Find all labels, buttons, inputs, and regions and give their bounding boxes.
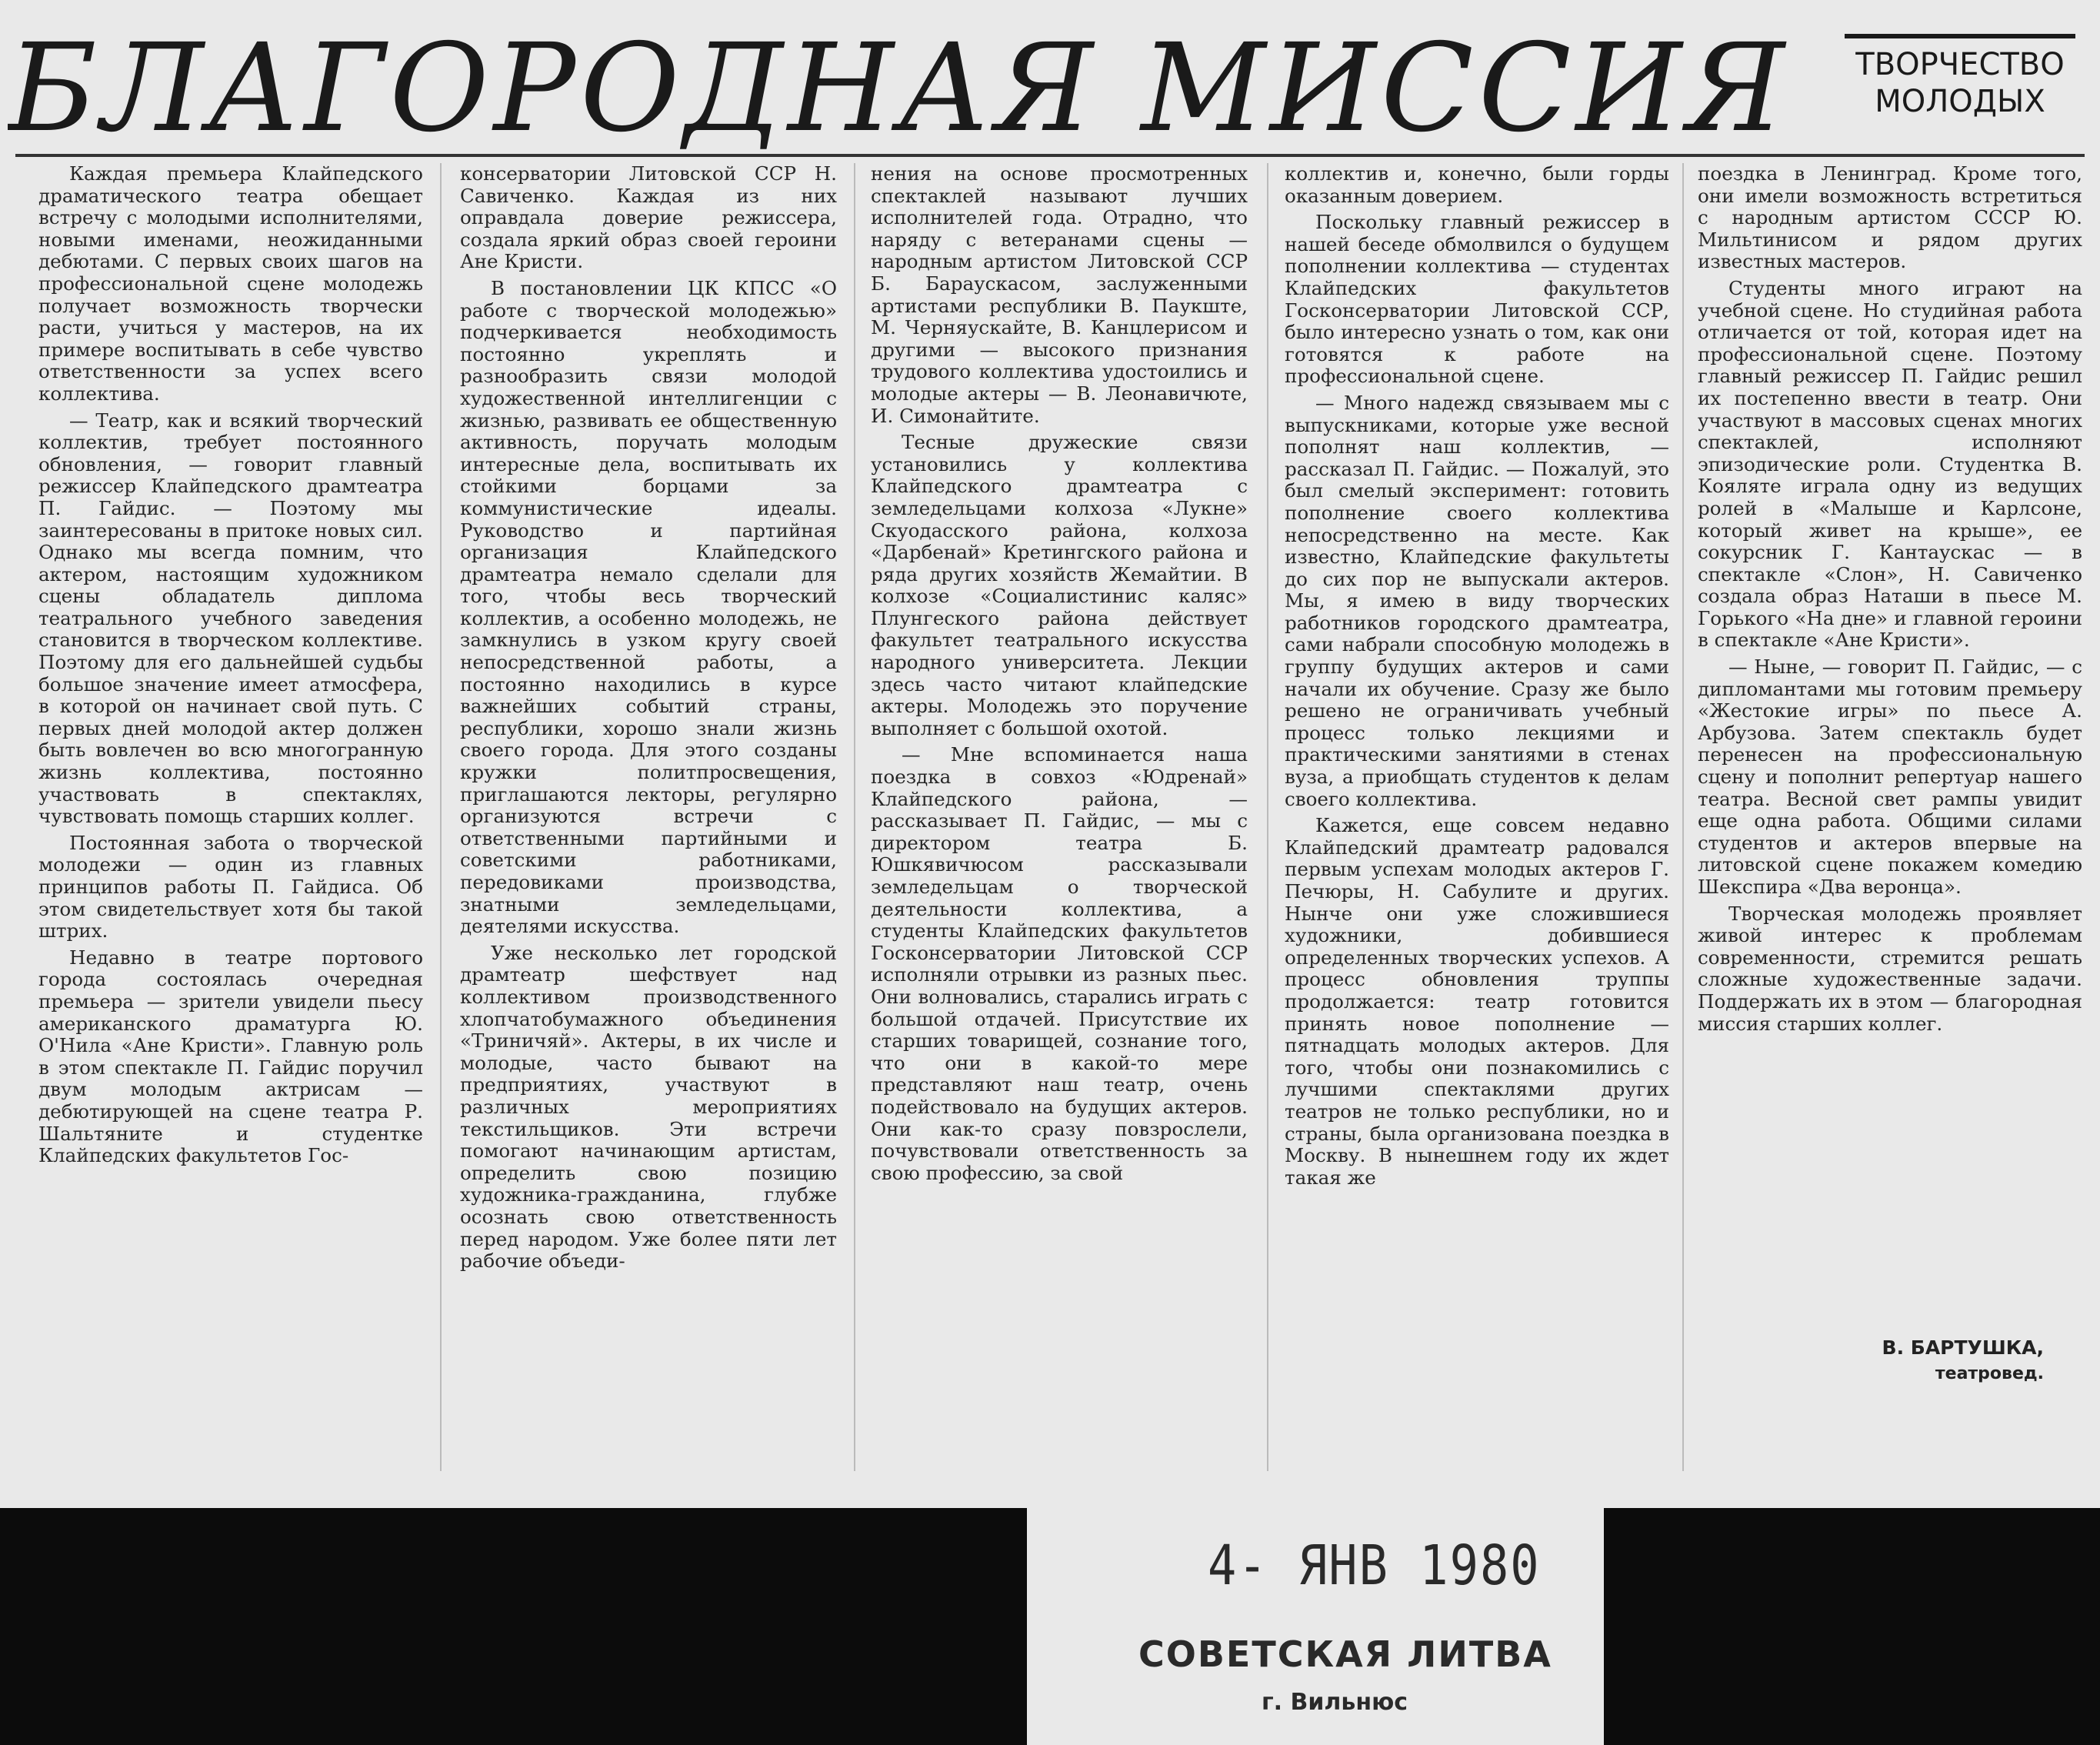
paragraph: коллектив и, конечно, были горды оказанным доверием. xyxy=(1285,163,1669,207)
paragraph: Поскольку главный режиссер в нашей беседе обмолвился о будущем пополнении коллектива — студентах Клайпедских факультетов Госконсерватории Литовской ССР, было интересно узнать о том, как они готовятся к работе на профессиональной сцене. xyxy=(1285,211,1669,388)
column-separator xyxy=(1267,163,1268,1471)
paragraph: Тесные дружеские связи установились у коллектива Клайпедского драмтеатра с земледельцами колхоза «Лукне» Скуодасского района, колхоза «Дарбенай» Кретингского района и ряда других хозяйств Жемайтии. В колхозе «Социалистинис каляс» Плунгеского района действует факультет театрального искусства народного университета. Лекции здесь часто читают клайпедские актеры. Молодежь это поручение выполняет с большой охотой. xyxy=(871,431,1248,739)
date-stamp: 4- ЯНВ 1980 xyxy=(1208,1533,1541,1598)
column-separator xyxy=(854,163,855,1471)
author-signature xyxy=(1698,1335,2044,1387)
author-name: В. БАРТУШКА, xyxy=(1882,1336,2044,1359)
paragraph: — Театр, как и всякий творческий коллектив, требует постоянного обновления, — говорит главный режиссер Клайпедского драмтеатра П. Гайдис. — Поэтому мы заинтересованы в притоке новых сил. Однако мы всегда помним, что актером, настоящим художником сцены обладатель диплома театрального учебного заведения становится в творческом коллективе. Поэтому для его дальнейшей судьбы большое значение имеет атмосфера, в которой он начинает свой путь. С первых дней молодой актер должен быть вовлечен во всю многогранную жизнь коллектива, постоянно участвовать в спектаклях, чувствовать помощь старших коллег. xyxy=(38,409,423,828)
article-column-4 xyxy=(1285,163,1669,1486)
paragraph: консерватории Литовской ССР Н. Савиченко. Каждая из них оправдала доверие режиссера, создала яркий образ своей героини Ане Кристи. xyxy=(460,163,837,273)
paragraph: В постановлении ЦК КПСС «О работе с творческой молодежью» подчеркивается необходимость постоянно укреплять и разнообразить связи молодой художественной интеллигенции с жизнью, развивать ее общественную активность, поручать молодым интересные дела, воспитывать их стойкими борцами за коммунистические идеалы. Руководство и партийная организация Клайпедского драмтеатра немало сделали для того, чтобы весь творческий коллектив, а особенно молодежь, не замкнулись в узком кругу своей непосредственной работы, а постоянно находились в курсе важнейших событий страны, республики, хорошо знали жизнь своего города. Для этого созданы кружки политпросвещения, приглашаются лекторы, регулярно организуются встречи с ответственными партийными и советскими работниками, передовиками производства, знатными земледельцами, деятелями искусства. xyxy=(460,276,837,938)
paragraph: Каждая премьера Клайпедского драматического театра обещает встречу с молодыми исполнителями, новыми именами, неожиданными дебютами. С первых своих шагов на профессиональной сцене молодежь получает возможность творчески расти, учиться у мастеров, на их примере воспитывать в себе чувство ответственности за успех всего коллектива. xyxy=(38,163,423,405)
paragraph: Уже несколько лет городской драмтеатр шефствует над коллективом производственного хлопчатобумажного объединения «Триничяй». Актеры, в их числе и молодые, часто бывают на предприятиях, участвуют в различных мероприятиях текстильщиков. Эти встречи помогают начинающим артистам, определить свою позицию художника-гражданина, глубже осознать свою ответственность перед народом. Уже более пяти лет рабочие объеди- xyxy=(460,941,837,1273)
paragraph: — Мне вспоминается наша поездка в совхоз «Юдренай» Клайпедского района, — рассказывает П. Гайдис, — мы с директором театра Б. Юшкявичюсом рассказывали земледельцам о творческой деятельности коллектива, а студенты Клайпедских факультетов Госконсерватории Литовской ССР исполняли отрывки из разных пьес. Они волновались, старались играть с большой отдачей. Присутствие их старших товарищей, сознание того, что они в какой-то мере представляют наш театр, очень подействовало на будущих актеров. Они как-то сразу повзрослели, почувствовали ответственность за свою профессию, за свой xyxy=(871,743,1248,1184)
rubric-line-2: МОЛОДЫХ xyxy=(1875,84,2045,119)
paragraph: нения на основе просмотренных спектаклей называют лучших исполнителей года. Отрадно, что наряду с ветеранами сцены — народным артистом Литовской ССР Б. Бараускасом, заслуженными артистами республики В. Паукште, М. Черняускайте, В. Канцлерисом и другими — высокого признания трудового коллектива удостоились и молодые актеры — В. Леонавичюте, И. Симонайтите. xyxy=(871,163,1248,427)
rubric-line-1: ТВОРЧЕСТВО xyxy=(1855,47,2065,82)
article-column-3 xyxy=(871,163,1248,1471)
column-separator xyxy=(440,163,442,1471)
paragraph: Студенты много играют на учебной сцене. Но студийная работа отличается от той, которая идет на профессиональной сцене. Поэтому главный режиссер П. Гайдис решил их постепенно ввести в театр. Они участвуют в массовых сценах многих спектаклей, исполняют эпизодические роли. Студентка В. Кояляте играла одну из ведущих ролей в «Малыше и Карлсоне, который живет на крыше», ее сокурсник Г. Кантаускас — в спектакле «Слон», Н. Савиченко создала образ Наташи в пьесе М. Горького «На дне» и главной героини в спектакле «Ане Кристи». xyxy=(1698,276,2082,652)
headline-rule xyxy=(15,154,2085,157)
author-role: театровед. xyxy=(1935,1364,2044,1383)
article-column-5 xyxy=(1698,163,2082,1302)
paragraph: Кажется, еще совсем недавно Клайпедский драмтеатр радовался первым успехам молодых актеров Г. Печюры, Н. Сабулите и других. Нынче они уже сложившиеся художники, добившиеся определенных творческих успехов. А процесс обновления труппы продолжается: театр готовится принять новое пополнение — пятнадцать молодых актеров. Для того, чтобы они познакомились с лучшими спектаклями других театров не только республики, но и страны, была организована поездка в Москву. В нынешнем году их ждет такая же xyxy=(1285,814,1669,1189)
paragraph: — Много надежд связываем мы с выпускниками, которые уже весной пополнят наш коллектив, — рассказал П. Гайдис. — Пожалуй, это был смелый эксперимент: готовить пополнение своего коллектива непосредственно на месте. Как известно, Клайпедские факультеты до сих пор не выпускали актеров. Мы, я имею в виду творческих работников городского драмтеатра, сами набрали способную молодежь в группу будущих актеров и сами начали их обучение. Сразу же было решено не ограничивать учебный процесс только лекциями и практическими занятиями в стенах вуза, а приобщать студентов к делам своего коллектива. xyxy=(1285,391,1669,810)
paragraph: — Ныне, — говорит П. Гайдис, — с дипломантами мы готовим премьеру «Жестокие игры» по пьесе А. Арбузова. Затем спектакль будет перенесен на профессиональную сцену и пополнит репертуар нашего театра. Весной свет рампы увидит еще одна работа. Общими силами студентов и актеров впервые на литовской сцене покажем комедию Шекспира «Два веронца». xyxy=(1698,656,2082,898)
paragraph: Постоянная забота о творческой молодежи — один из главных принципов работы П. Гайдиса. Об этом свидетельствует хотя бы такой штрих. xyxy=(38,831,423,943)
article-column-2 xyxy=(460,163,837,1471)
city-stamp: г. Вильнюс xyxy=(1262,1689,1408,1716)
newspaper-name-stamp: СОВЕТСКАЯ ЛИТВА xyxy=(1138,1633,1552,1675)
paragraph: Творческая молодежь проявляет живой интерес к проблемам современности, стремится решать сложные художественные задачи. Поддержать их в этом — благородная миссия старших коллег. xyxy=(1698,902,2082,1035)
paragraph: поездка в Ленинград. Кроме того, они имели возможность встретиться с народным артистом СССР Ю. Мильтинисом и рядом других известных мастеров. xyxy=(1698,163,2082,273)
article-headline: БЛАГОРОДНАЯ МИССИЯ xyxy=(8,23,1790,154)
section-rubric xyxy=(1845,34,2075,129)
paragraph: Недавно в театре портового города состоялась очередная премьера — зрители увидели пьесу американского драматурга Ю. О'Нила «Ане Кристи». Главную роль в этом спектакле П. Гайдис поручил двум молодым актрисам — дебютирующей на сцене театра Р. Шальтяните и студентке Клайпедских факультетов Гос- xyxy=(38,946,423,1167)
column-separator xyxy=(1682,163,1684,1471)
article-column-1 xyxy=(38,163,423,1471)
